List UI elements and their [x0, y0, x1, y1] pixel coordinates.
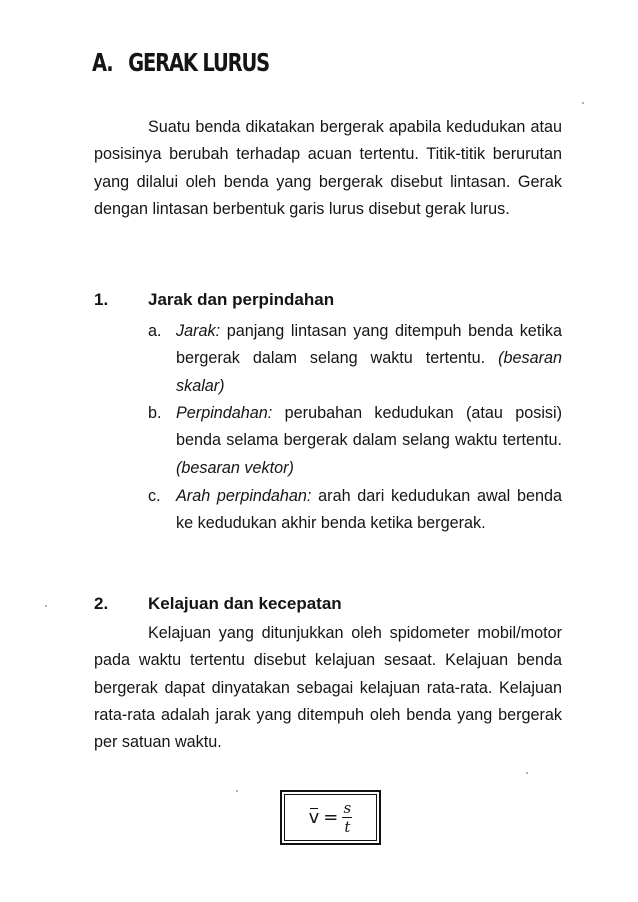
subsection-title-1: Jarak dan perpindahan — [148, 290, 335, 309]
definition-jarak: panjang lintasan yang ditempuh benda ketika bergerak dalam selang waktu tertentu. — [176, 322, 563, 368]
note-jarak: (besaran skalar) — [176, 349, 562, 395]
term-perpindahan: Perpindahan: — [176, 404, 273, 422]
formula-box-inner-border — [284, 794, 377, 841]
scan-speck — [45, 605, 47, 607]
term-jarak: Jarak: — [176, 322, 221, 340]
formula-denominator: t — [344, 818, 351, 836]
list-marker-a: a. — [148, 322, 162, 340]
kelajuan-paragraph: Kelajuan yang ditunjukkan oleh spidometer mobil/motor pada waktu tertentu disebut kelajuan sesaat. Kelajuan benda bergerak dapat dinyatakan sebagai kelajuan rata-rata. Kelajuan rata-rata adalah jarak yang ditempuh oleh benda yang bergerak per satuan waktu. — [94, 624, 562, 752]
subsection-heading-1 — [94, 290, 334, 310]
subsection-number-2: 2. — [94, 594, 109, 613]
list-body-a — [176, 318, 562, 400]
scan-speck — [582, 102, 584, 104]
list-marker-b: b. — [148, 404, 162, 422]
note-perpindahan: (besaran vektor) — [176, 458, 294, 477]
section-title-text: GERAK LURUS — [128, 48, 270, 77]
subsection-heading-2 — [94, 594, 342, 614]
list-marker-c: c. — [148, 487, 161, 505]
definition-arah-perpindahan: arah dari kedudukan awal benda ke kedudukan akhir benda ketika bergerak. — [176, 487, 562, 533]
list-item-jarak — [148, 318, 562, 400]
list-body-c — [176, 483, 562, 538]
section-number: A. — [92, 48, 113, 77]
scan-speck — [236, 790, 238, 792]
section-title — [92, 48, 269, 77]
formula-box — [280, 790, 381, 845]
intro-paragraph: Suatu benda dikatakan bergerak apabila kedudukan atau posisinya berubah terhadap acuan tertentu. Titik-titik berurutan yang dilalui oleh benda yang bergerak disebut lintasan. Gerak dengan lintasan berbentuk garis lurus disebut gerak lurus. — [94, 118, 562, 218]
list-item-arah-perpindahan — [148, 483, 562, 538]
list-item-perpindahan — [148, 400, 562, 482]
scan-speck — [526, 772, 528, 774]
list-body-b — [176, 400, 562, 482]
formula-lhs-mean-velocity: v — [308, 807, 320, 828]
formula-numerator: s — [343, 799, 352, 817]
term-arah-perpindahan: Arah perpindahan: — [176, 487, 312, 505]
subsection-title-2: Kelajuan dan kecepatan — [148, 594, 342, 613]
definition-perpindahan: perubahan kedudukan (atau posisi) benda selama bergerak dalam selang waktu tertentu. — [176, 404, 562, 450]
subsection-number-1: 1. — [94, 290, 109, 309]
formula-equals: = — [323, 807, 339, 828]
